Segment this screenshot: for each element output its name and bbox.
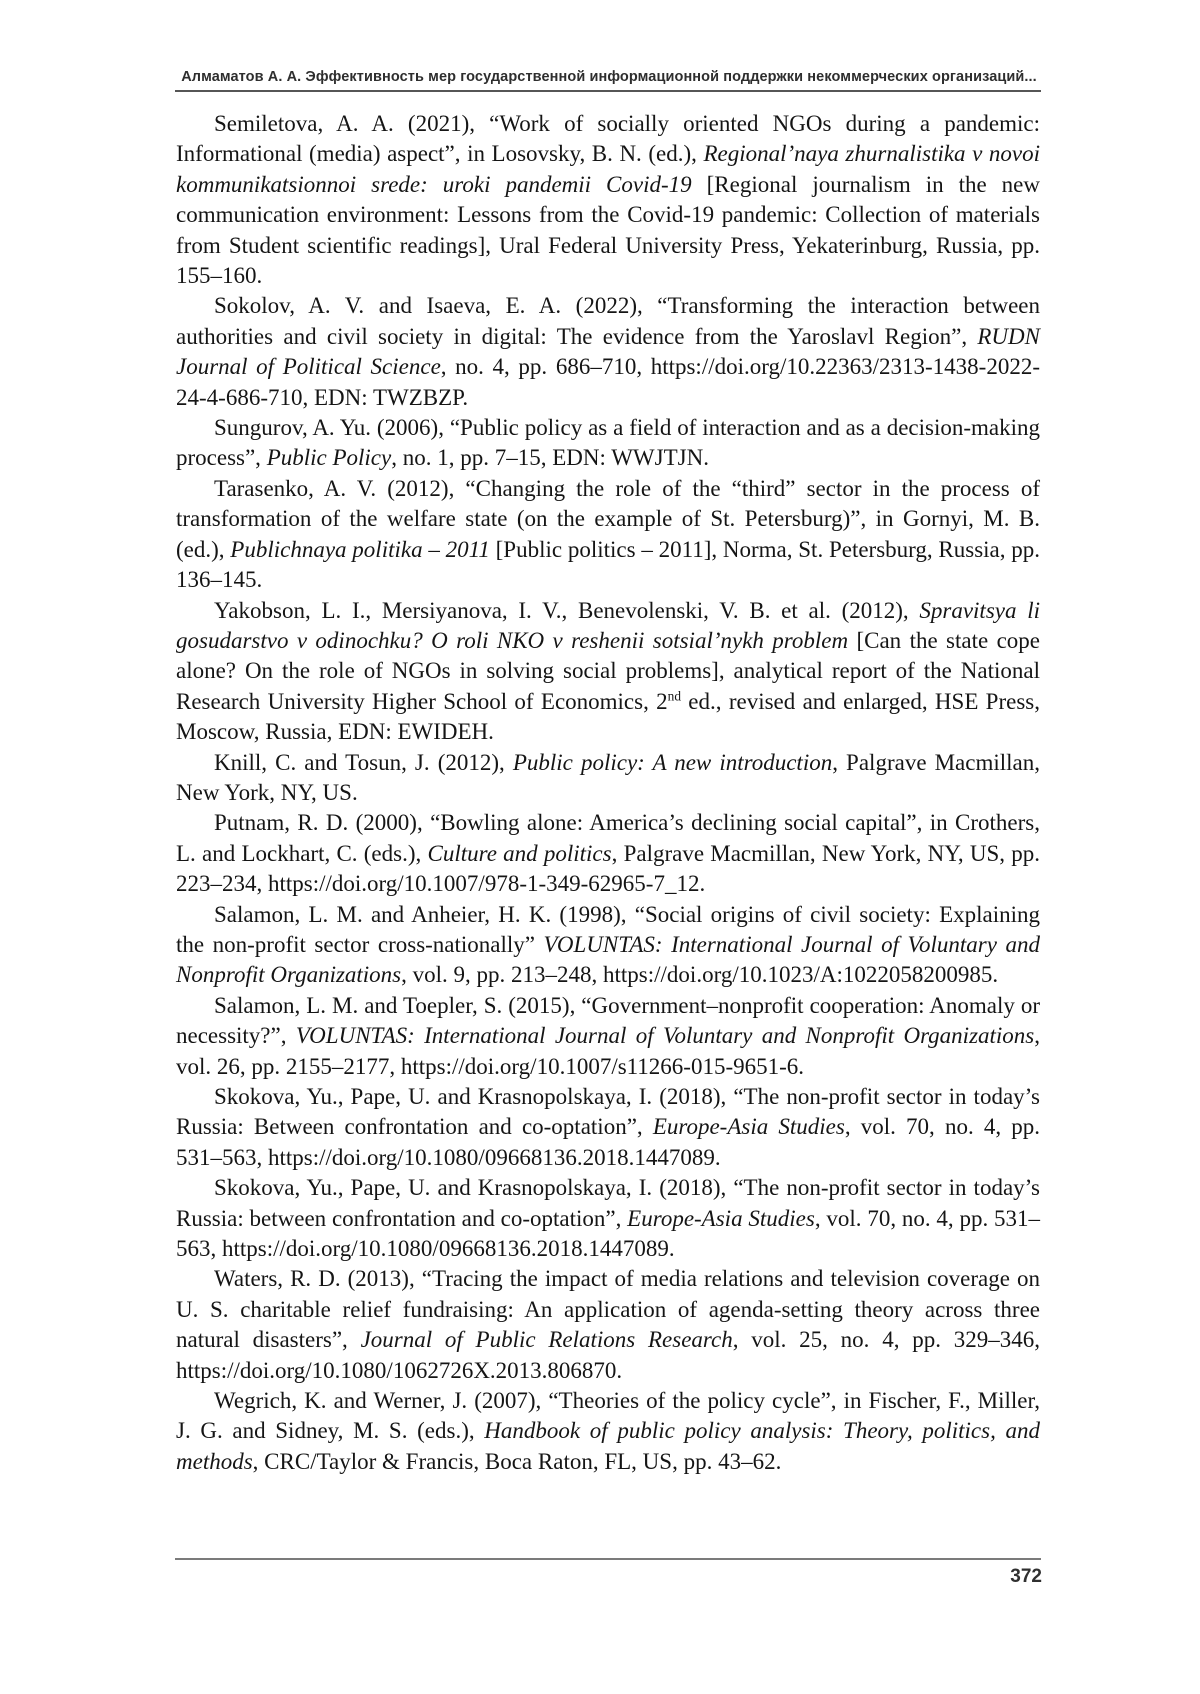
running-header-title: Алмаматов А. А. Эффективность мер государственной информационной поддержки некоммерческих организаций... [181,69,1037,85]
reference-text-run: , no. 4, pp. 686–710, https://doi.org/10.22363/2313-1438-2022-24-4-686-710, EDN: TWZBZP. [176,354,1040,410]
reference-text-run: Wegrich, K. and Werner, J. (2007), “Theories of the policy cycle”, in Fischer, F., Miller, J. G. and Sidney, M. S. (eds.), [176,1388,1040,1444]
reference-text-run: Regional’naya zhurnalistika v novoi kommunikatsionnoi srede: uroki pandemii Covid-19 [176,141,1040,197]
reference-text-run: Knill, C. and Tosun, J. (2012), [214,749,513,775]
reference-text-run: Salamon, L. M. and Toepler, S. (2015), “Government–nonprofit cooperation: Anomaly or necessity?”, [176,992,1040,1049]
reference-entry [176,1082,1040,1173]
reference-entry [176,291,1040,413]
reference-entry [176,1386,1040,1477]
reference-entry [176,109,1040,291]
reference-text-run: Public policy: A new introduction [512,749,833,775]
reference-entry [176,900,1040,991]
reference-text-run: Skokova, Yu., Pape, U. and Krasnopolskaya, I. (2018), “The non-profit sector in today’s Russia: Between confrontation and co-optation”, [176,1084,1040,1140]
page-number: 372 [1010,1566,1042,1587]
reference-text-run: Putnam, R. D. (2000), “Bowling alone: America’s declining social capital”, in Crothers, L. and Lockhart, C. (eds.), [176,810,1040,866]
reference-text-run: , no. 1, pp. 7–15, EDN: WWJTJN. [391,445,709,471]
reference-entry [176,596,1040,748]
header-rule [175,90,1041,92]
reference-text-run: Public Policy [266,445,392,471]
reference-entry [176,413,1040,474]
reference-text-run: Handbook of public policy analysis: Theory, politics, and methods [176,1418,1040,1474]
reference-text-run: Europe-Asia Studies [627,1205,815,1231]
reference-text-run: VOLUNTAS: International Journal of Voluntary and Nonprofit Organizations [176,931,1040,988]
reference-text-run: Sokolov, A. V. and Isaeva, E. A. (2022), “Transforming the interaction between authorities and civil society in digital: The evidence from the Yaroslavl Region”, [176,293,1040,349]
reference-entry [176,474,1040,596]
reference-text-run: Sungurov, A. Yu. (2006), “Public policy as a field of interaction and as a decision-making process”, [176,415,1040,471]
reference-entry [176,748,1040,809]
reference-text-run: Yakobson, L. I., Mersiyanova, I. V., Benevolenski, V. B. et al. (2012), [214,597,920,623]
reference-text-run: , vol. 25, no. 4, pp. 329–346, https://doi.org/10.1080/1062726X.2013.806870. [176,1327,1040,1383]
reference-text-run: Semiletova, A. A. (2021), “Work of socially oriented NGOs during a pandemic: Informational (media) aspect”, in Losovsky, B. N. (ed.), [176,111,1040,167]
reference-entry [176,1173,1040,1264]
reference-text-run: [Can the state cope alone? On the role of NGOs in solving social problems], analytical report of the National Research University Higher School of Economics, 2 [176,627,1040,714]
reference-text-run: , vol. 9, pp. 213–248, https://doi.org/10.1023/A:1022058200985. [401,962,999,988]
reference-text-run: Waters, R. D. (2013), “Tracing the impact of media relations and television coverage on U. S. charitable relief fundraising: An application of agenda-setting theory across three natural disasters”, [176,1266,1040,1353]
reference-text-run: Culture and politics [427,840,612,866]
reference-entry [176,991,1040,1082]
reference-text-run: , CRC/Taylor & Francis, Boca Raton, FL, US, pp. 43–62. [252,1448,782,1474]
reference-text-run: VOLUNTAS: International Journal of Voluntary and Nonprofit Organizations [295,1023,1035,1049]
reference-text-run: [Regional journalism in the new communication environment: Lessons from the Covid-19 pandemic: Collection of materials from Student scientific readings], Ural Federal University Press, Yekaterinburg, Russia, pp. 155–160. [176,171,1040,289]
reference-text-run: Spravitsya li gosudarstvo v odinochku? O roli NKO v reshenii sotsial’nykh problem [176,597,1040,653]
reference-text-run: , vol. 70, no. 4, pp. 531–563, https://doi.org/10.1080/09668136.2018.1447089. [176,1205,1041,1262]
reference-text-run: , Palgrave Macmillan, New York, NY, US. [176,749,1040,805]
reference-text-run: nd [667,688,681,704]
footer-rule [175,1558,1041,1560]
reference-entry [176,808,1040,899]
reference-entry [176,1264,1040,1386]
reference-text-run: Europe-Asia Studies [652,1114,845,1140]
reference-text-run: Salamon, L. M. and Anheier, H. K. (1998), “Social origins of civil society: Explaining the non-profit sector cross-nationally” [176,901,1040,957]
reference-text-run: Journal of Public Relations Research [360,1327,733,1353]
references-list [176,109,1040,1477]
reference-text-run: Publichnaya politika – 2011 [230,536,490,562]
reference-text-run: Skokova, Yu., Pape, U. and Krasnopolskaya, I. (2018), “The non-profit sector in today’s Russia: between confrontation and co-optation”, [176,1175,1040,1231]
reference-text-run: , vol. 26, pp. 2155–2177, https://doi.org/10.1007/s11266-015-9651-6. [176,1023,1040,1079]
reference-text-run: , vol. 70, no. 4, pp. 531–563, https://doi.org/10.1080/09668136.2018.1447089. [176,1114,1041,1170]
reference-text-run: [Public politics – 2011], Norma, St. Petersburg, Russia, pp. 136–145. [176,536,1041,593]
reference-text-run: Tarasenko, A. V. (2012), “Changing the role of the “third” sector in the process of transformation of the welfare state (on the example of St. Petersburg)”, in Gornyi, M. B. (ed.), [176,475,1040,562]
reference-text-run: RUDN Journal of Political Science [176,323,1040,380]
reference-text-run: ed., revised and enlarged, HSE Press, Moscow, Russia, EDN: EWIDEH. [176,688,1040,745]
reference-text-run: , Palgrave Macmillan, New York, NY, US, pp. 223–234, https://doi.org/10.1007/978-1-349-62965-7_12. [176,840,1040,897]
